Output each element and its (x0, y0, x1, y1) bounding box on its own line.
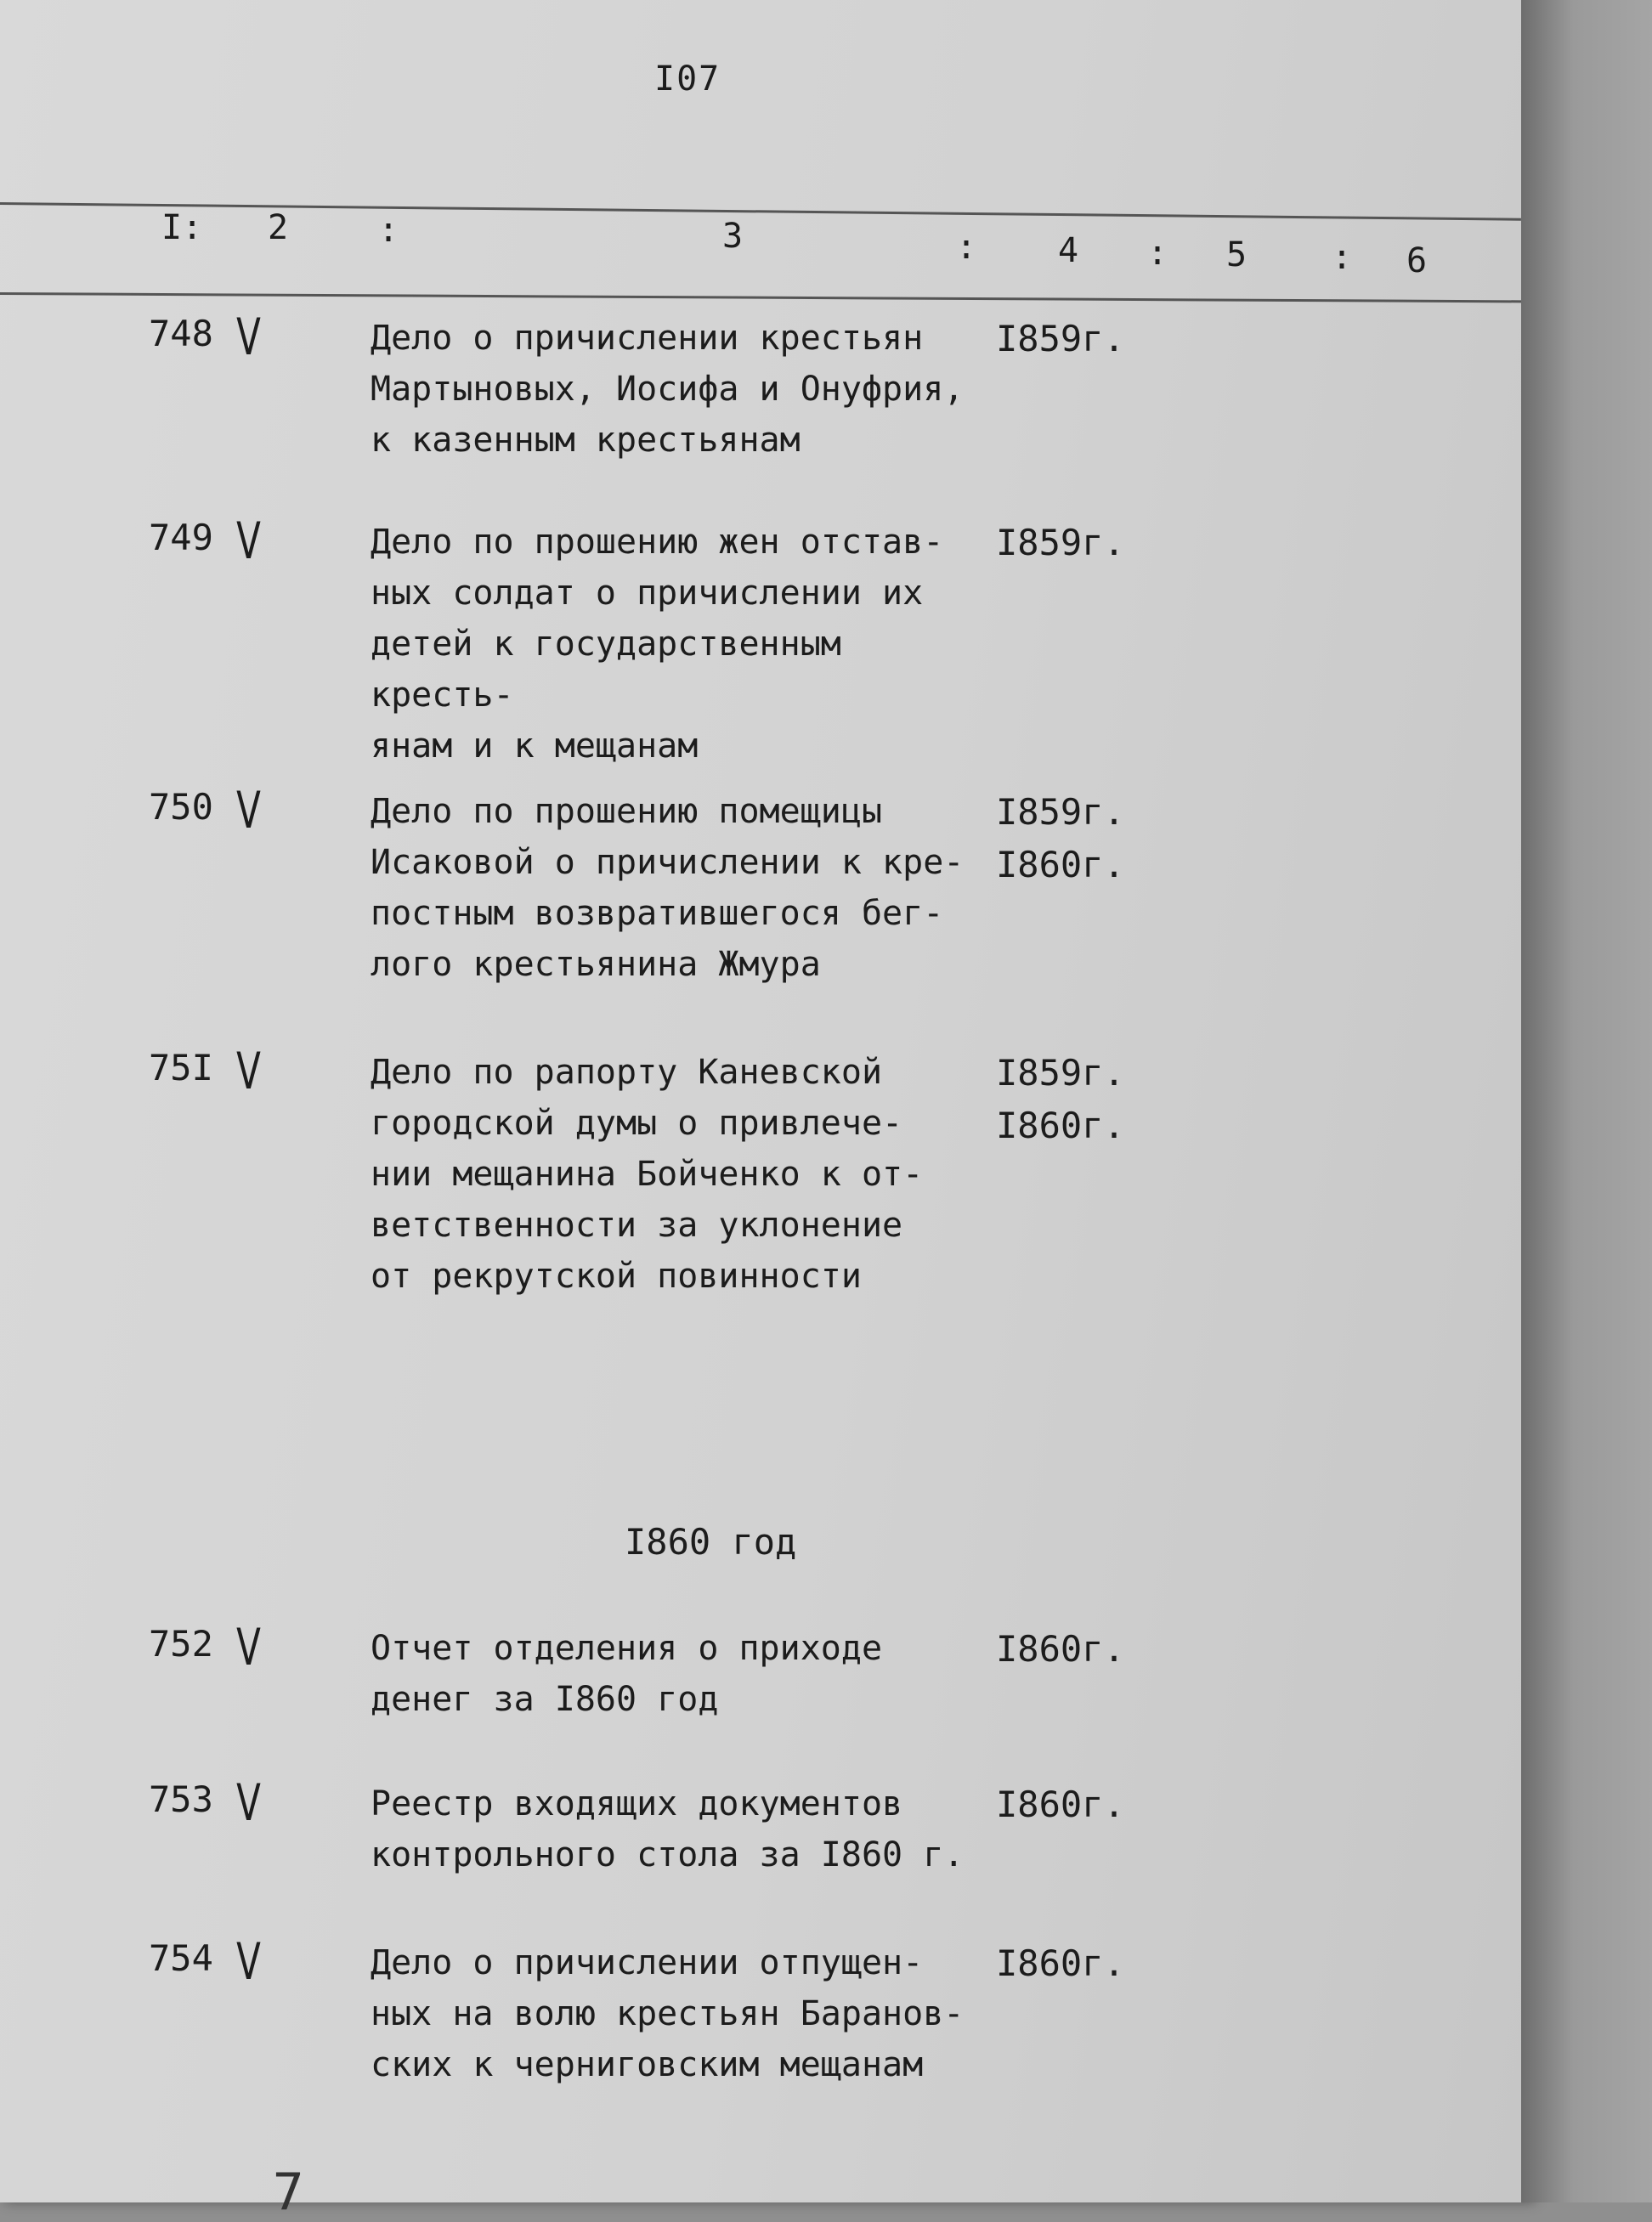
entry-number: 749 (149, 517, 213, 558)
column-header-5: 5 (1226, 235, 1247, 274)
section-year-heading: I860 год (625, 1521, 797, 1563)
column-header-4: 4 (1058, 231, 1079, 270)
entry-dates: I860г. (996, 1784, 1125, 1825)
entry-description: Дело по рапорту Каневской городской думы о привлече- нии мещанина Бойченко к от- ветственности за уклонение от рекрутской повинности (371, 1053, 924, 1296)
column-header-1: I: (161, 208, 203, 247)
entry-number: 753 (149, 1778, 213, 1820)
entry-dates: I859г. I860г. (996, 1052, 1125, 1146)
entry-dates: I859г. I860г. (996, 791, 1125, 885)
entry-number: 748 (149, 313, 213, 354)
entry-description: Реестр входящих документов контрольного стола за I860 г. (371, 1784, 965, 1874)
entry-description: Отчет отделения о приходе денег за I860 год (371, 1629, 883, 1719)
entry-dates: I859г. (996, 318, 1125, 359)
column-header-6: 6 (1406, 241, 1428, 280)
entry-description: Дело о причислении отпущен- ных на волю крестьян Баранов- ских к черниговским мещанам (371, 1943, 965, 2084)
entry-number: 75I (149, 1047, 213, 1088)
entry-description: Дело о причислении крестьян Мартыновых, Иосифа и Онуфрия, к казенным крестьянам (371, 319, 965, 460)
entry-description: Дело по прошению жен отстав- ных солдат о причислении их детей к государственным кресть- янам и к мещанам (371, 523, 944, 766)
checkmark-icon: V (236, 781, 261, 840)
checkmark-icon: V (236, 512, 261, 571)
entry-number: 754 (149, 1937, 213, 1979)
handwritten-margin-mark: 7 (272, 2163, 305, 2222)
header-top-rule (0, 202, 1521, 221)
column-header-3: 3 (722, 217, 744, 256)
entry-number: 752 (149, 1623, 213, 1665)
checkmark-icon: V (236, 1932, 261, 1992)
checkmark-icon: V (236, 1042, 261, 1101)
column-separator: : (1147, 234, 1168, 273)
checkmark-icon: V (236, 308, 261, 367)
entry-dates: I860г. (996, 1942, 1125, 1984)
column-separator: : (956, 228, 977, 267)
checkmark-icon: V (236, 1618, 261, 1677)
column-header-2: 2 (268, 208, 289, 247)
entry-dates: I860г. (996, 1628, 1125, 1670)
checkmark-icon: V (236, 1773, 261, 1833)
header-bottom-rule (0, 292, 1521, 302)
page-number: I07 (654, 59, 721, 99)
entry-description: Дело по прошению помещицы Исаковой о причислении к кре- постным возвратившегося бег- лого крестьянина Жмура (371, 792, 965, 984)
column-separator: : (378, 211, 399, 250)
entry-number: 750 (149, 786, 213, 828)
page-underlay-edge (1521, 0, 1652, 2202)
entry-dates: I859г. (996, 522, 1125, 563)
column-separator: : (1332, 238, 1353, 277)
